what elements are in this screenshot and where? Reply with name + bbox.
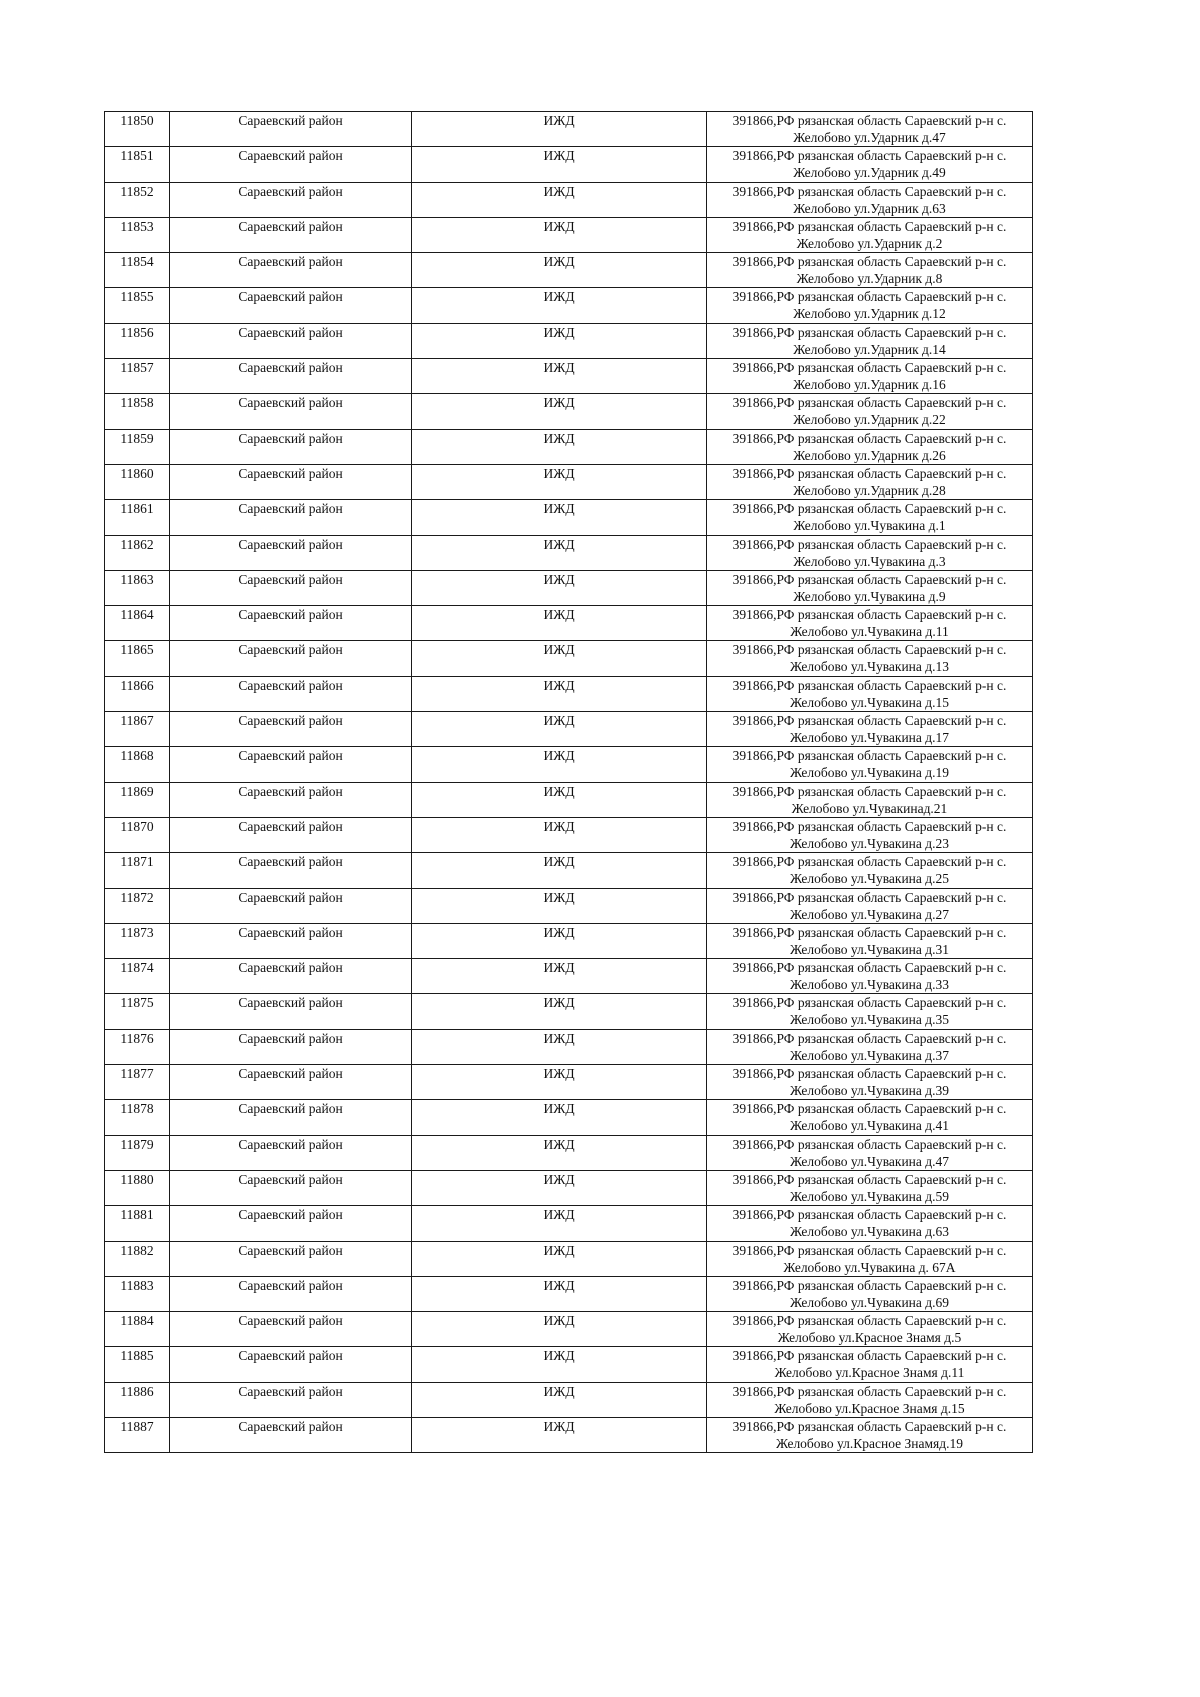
record-number-cell: 11868 bbox=[105, 747, 170, 782]
address-line-1: 391866,РФ рязанская область Сараевский р-н с. bbox=[732, 713, 1007, 729]
address-cell bbox=[707, 1241, 1033, 1276]
address-line-2: Желобово ул.Чувакина д.27 bbox=[789, 906, 949, 922]
record-number-cell: 11862 bbox=[105, 535, 170, 570]
address-line-1: 391866,РФ рязанская область Сараевский р-н с. bbox=[732, 430, 1007, 446]
object-type-cell: ИЖД bbox=[412, 464, 707, 499]
table-row bbox=[105, 217, 1033, 252]
address-line-1: 391866,РФ рязанская область Сараевский р-н с. bbox=[732, 995, 1007, 1011]
address-line-1: 391866,РФ рязанская область Сараевский р-н с. bbox=[732, 960, 1007, 976]
table-row bbox=[105, 782, 1033, 817]
record-number-cell: 11860 bbox=[105, 464, 170, 499]
table-row bbox=[105, 923, 1033, 958]
address-line-2: Желобово ул.Чувакина д.11 bbox=[790, 624, 949, 640]
record-number-cell: 11856 bbox=[105, 323, 170, 358]
district-cell: Сараевский район bbox=[170, 147, 412, 182]
district-cell: Сараевский район bbox=[170, 888, 412, 923]
object-type-cell: ИЖД bbox=[412, 394, 707, 429]
object-type-cell: ИЖД bbox=[412, 1417, 707, 1452]
district-cell: Сараевский район bbox=[170, 288, 412, 323]
address-line-2: Желобово ул.Ударник д.14 bbox=[793, 341, 946, 357]
record-number-cell: 11870 bbox=[105, 817, 170, 852]
address-line-1: 391866,РФ рязанская область Сараевский р-н с. bbox=[732, 924, 1007, 940]
district-cell: Сараевский район bbox=[170, 570, 412, 605]
object-type-cell: ИЖД bbox=[412, 359, 707, 394]
record-number-cell: 11861 bbox=[105, 500, 170, 535]
address-cell bbox=[707, 1417, 1033, 1452]
table-row bbox=[105, 817, 1033, 852]
table-row bbox=[105, 1312, 1033, 1347]
table-row bbox=[105, 606, 1033, 641]
object-type-cell: ИЖД bbox=[412, 1276, 707, 1311]
table-row bbox=[105, 323, 1033, 358]
table-row bbox=[105, 182, 1033, 217]
object-type-cell: ИЖД bbox=[412, 853, 707, 888]
address-line-1: 391866,РФ рязанская область Сараевский р-н с. bbox=[732, 818, 1007, 834]
object-type-cell: ИЖД bbox=[412, 288, 707, 323]
address-line-2: Желобово ул.Красное Знамя д.11 bbox=[774, 1365, 965, 1381]
district-cell: Сараевский район bbox=[170, 394, 412, 429]
object-type-cell: ИЖД bbox=[412, 606, 707, 641]
object-type-cell: ИЖД bbox=[412, 1347, 707, 1382]
address-line-1: 391866,РФ рязанская область Сараевский р-н с. bbox=[732, 324, 1007, 340]
record-number-cell: 11853 bbox=[105, 217, 170, 252]
address-cell bbox=[707, 1312, 1033, 1347]
address-cell bbox=[707, 712, 1033, 747]
object-type-cell: ИЖД bbox=[412, 323, 707, 358]
address-line-2: Желобово ул.Чувакина д.9 bbox=[793, 588, 946, 604]
address-line-1: 391866,РФ рязанская область Сараевский р-н с. bbox=[732, 1242, 1007, 1258]
table-row bbox=[105, 1206, 1033, 1241]
table-row bbox=[105, 500, 1033, 535]
district-cell: Сараевский район bbox=[170, 817, 412, 852]
table-row bbox=[105, 112, 1033, 147]
district-cell: Сараевский район bbox=[170, 1241, 412, 1276]
address-line-2: Желобово ул.Чувакина д.3 bbox=[793, 553, 946, 569]
address-cell bbox=[707, 923, 1033, 958]
object-type-cell: ИЖД bbox=[412, 500, 707, 535]
address-line-1: 391866,РФ рязанская область Сараевский р-н с. bbox=[732, 1101, 1007, 1117]
address-line-1: 391866,РФ рязанская область Сараевский р-н с. bbox=[732, 148, 1007, 164]
record-number-cell: 11851 bbox=[105, 147, 170, 182]
district-cell: Сараевский район bbox=[170, 500, 412, 535]
district-cell: Сараевский район bbox=[170, 923, 412, 958]
table-row bbox=[105, 1135, 1033, 1170]
table-body bbox=[105, 112, 1033, 1453]
table-row bbox=[105, 712, 1033, 747]
address-line-2: Желобово ул.Чувакина д. 67А bbox=[783, 1259, 956, 1275]
address-line-1: 391866,РФ рязанская область Сараевский р-н с. bbox=[732, 642, 1007, 658]
table-row bbox=[105, 359, 1033, 394]
address-line-2: Желобово ул.Чувакина д.39 bbox=[789, 1083, 949, 1099]
address-line-1: 391866,РФ рязанская область Сараевский р-н с. bbox=[732, 1136, 1007, 1152]
district-cell: Сараевский район bbox=[170, 959, 412, 994]
table-row bbox=[105, 747, 1033, 782]
address-line-1: 391866,РФ рязанская область Сараевский р-н с. bbox=[732, 1383, 1007, 1399]
address-cell bbox=[707, 323, 1033, 358]
table-row bbox=[105, 1170, 1033, 1205]
address-cell bbox=[707, 147, 1033, 182]
address-cell bbox=[707, 535, 1033, 570]
address-line-2: Желобово ул.Чувакина д.15 bbox=[789, 694, 949, 710]
address-cell bbox=[707, 464, 1033, 499]
district-cell: Сараевский район bbox=[170, 1065, 412, 1100]
object-type-cell: ИЖД bbox=[412, 182, 707, 217]
address-line-2: Желобово ул.Ударник д.12 bbox=[793, 306, 946, 322]
table-row bbox=[105, 570, 1033, 605]
address-line-1: 391866,РФ рязанская область Сараевский р-н с. bbox=[732, 1030, 1007, 1046]
object-type-cell: ИЖД bbox=[412, 676, 707, 711]
address-cell bbox=[707, 1276, 1033, 1311]
district-cell: Сараевский район bbox=[170, 1206, 412, 1241]
district-cell: Сараевский район bbox=[170, 217, 412, 252]
district-cell: Сараевский район bbox=[170, 359, 412, 394]
table-row bbox=[105, 1029, 1033, 1064]
object-type-cell: ИЖД bbox=[412, 570, 707, 605]
address-line-2: Желобово ул.Чувакина д.41 bbox=[789, 1118, 949, 1134]
address-line-1: 391866,РФ рязанская область Сараевский р-н с. bbox=[732, 395, 1007, 411]
address-line-2: Желобово ул.Ударник д.28 bbox=[793, 482, 946, 498]
address-line-2: Желобово ул.Чувакина д.47 bbox=[789, 1153, 949, 1169]
address-line-1: 391866,РФ рязанская область Сараевский р-н с. bbox=[732, 1277, 1007, 1293]
address-line-2: Желобово ул.Чувакина д.33 bbox=[789, 977, 949, 993]
object-type-cell: ИЖД bbox=[412, 1135, 707, 1170]
table-row bbox=[105, 641, 1033, 676]
address-cell bbox=[707, 606, 1033, 641]
address-cell bbox=[707, 853, 1033, 888]
table-row bbox=[105, 1417, 1033, 1452]
table-row bbox=[105, 853, 1033, 888]
address-cell bbox=[707, 500, 1033, 535]
address-line-1: 391866,РФ рязанская область Сараевский р-н с. bbox=[732, 854, 1007, 870]
record-number-cell: 11884 bbox=[105, 1312, 170, 1347]
object-type-cell: ИЖД bbox=[412, 1206, 707, 1241]
table-row bbox=[105, 535, 1033, 570]
record-number-cell: 11857 bbox=[105, 359, 170, 394]
record-number-cell: 11872 bbox=[105, 888, 170, 923]
district-cell: Сараевский район bbox=[170, 464, 412, 499]
address-cell bbox=[707, 1206, 1033, 1241]
object-type-cell: ИЖД bbox=[412, 1065, 707, 1100]
object-type-cell: ИЖД bbox=[412, 429, 707, 464]
table-row bbox=[105, 1276, 1033, 1311]
address-cell bbox=[707, 959, 1033, 994]
record-number-cell: 11874 bbox=[105, 959, 170, 994]
table-row bbox=[105, 394, 1033, 429]
address-line-2: Желобово ул.Ударник д.22 bbox=[793, 412, 946, 428]
object-type-cell: ИЖД bbox=[412, 1241, 707, 1276]
address-cell bbox=[707, 1347, 1033, 1382]
district-cell: Сараевский район bbox=[170, 429, 412, 464]
object-type-cell: ИЖД bbox=[412, 1100, 707, 1135]
address-line-2: Желобово ул.Ударник д.26 bbox=[793, 447, 946, 463]
district-cell: Сараевский район bbox=[170, 1100, 412, 1135]
address-line-2: Желобово ул.Чувакина д.63 bbox=[789, 1224, 949, 1240]
address-line-2: Желобово ул.Ударник д.49 bbox=[793, 165, 946, 181]
table-row bbox=[105, 1065, 1033, 1100]
record-number-cell: 11859 bbox=[105, 429, 170, 464]
address-line-2: Желобово ул.Ударник д.63 bbox=[793, 200, 946, 216]
record-number-cell: 11886 bbox=[105, 1382, 170, 1417]
record-number-cell: 11882 bbox=[105, 1241, 170, 1276]
table-row bbox=[105, 1382, 1033, 1417]
address-line-1: 391866,РФ рязанская область Сараевский р-н с. bbox=[732, 289, 1007, 305]
table-row bbox=[105, 676, 1033, 711]
record-number-cell: 11863 bbox=[105, 570, 170, 605]
record-number-cell: 11883 bbox=[105, 1276, 170, 1311]
table-row bbox=[105, 147, 1033, 182]
address-line-1: 391866,РФ рязанская область Сараевский р-н с. bbox=[732, 1207, 1007, 1223]
record-number-cell: 11876 bbox=[105, 1029, 170, 1064]
object-type-cell: ИЖД bbox=[412, 253, 707, 288]
address-line-1: 391866,РФ рязанская область Сараевский р-н с. bbox=[732, 571, 1007, 587]
address-line-2: Желобово ул.Чувакина д.17 bbox=[789, 730, 949, 746]
address-line-2: Желобово ул.Ударник д.2 bbox=[796, 235, 943, 251]
record-number-cell: 11873 bbox=[105, 923, 170, 958]
address-line-1: 391866,РФ рязанская область Сараевский р-н с. bbox=[732, 607, 1007, 623]
record-number-cell: 11867 bbox=[105, 712, 170, 747]
district-cell: Сараевский район bbox=[170, 112, 412, 147]
address-cell bbox=[707, 641, 1033, 676]
object-type-cell: ИЖД bbox=[412, 641, 707, 676]
district-cell: Сараевский район bbox=[170, 1417, 412, 1452]
table-row bbox=[105, 464, 1033, 499]
address-line-2: Желобово ул.Красное Знамя д.15 bbox=[774, 1400, 965, 1416]
address-cell bbox=[707, 394, 1033, 429]
address-line-1: 391866,РФ рязанская область Сараевский р-н с. bbox=[732, 501, 1007, 517]
object-type-cell: ИЖД bbox=[412, 1029, 707, 1064]
district-cell: Сараевский район bbox=[170, 994, 412, 1029]
address-cell bbox=[707, 817, 1033, 852]
district-cell: Сараевский район bbox=[170, 1029, 412, 1064]
address-cell bbox=[707, 1065, 1033, 1100]
address-cell bbox=[707, 1382, 1033, 1417]
record-number-cell: 11858 bbox=[105, 394, 170, 429]
address-line-1: 391866,РФ рязанская область Сараевский р-н с. bbox=[732, 1066, 1007, 1082]
record-number-cell: 11875 bbox=[105, 994, 170, 1029]
record-number-cell: 11887 bbox=[105, 1417, 170, 1452]
district-cell: Сараевский район bbox=[170, 712, 412, 747]
district-cell: Сараевский район bbox=[170, 606, 412, 641]
record-number-cell: 11852 bbox=[105, 182, 170, 217]
district-cell: Сараевский район bbox=[170, 182, 412, 217]
address-line-2: Желобово ул.Чувакина д.35 bbox=[789, 1012, 949, 1028]
table-row bbox=[105, 253, 1033, 288]
district-cell: Сараевский район bbox=[170, 641, 412, 676]
record-number-cell: 11854 bbox=[105, 253, 170, 288]
object-type-cell: ИЖД bbox=[412, 888, 707, 923]
address-cell bbox=[707, 1029, 1033, 1064]
address-line-1: 391866,РФ рязанская область Сараевский р-н с. bbox=[732, 218, 1007, 234]
address-cell bbox=[707, 359, 1033, 394]
district-cell: Сараевский район bbox=[170, 1382, 412, 1417]
address-cell bbox=[707, 112, 1033, 147]
address-cell bbox=[707, 429, 1033, 464]
address-line-2: Желобово ул.Чувакина д.59 bbox=[789, 1188, 949, 1204]
record-number-cell: 11850 bbox=[105, 112, 170, 147]
district-cell: Сараевский район bbox=[170, 782, 412, 817]
address-cell bbox=[707, 182, 1033, 217]
district-cell: Сараевский район bbox=[170, 1276, 412, 1311]
address-line-1: 391866,РФ рязанская область Сараевский р-н с. bbox=[732, 783, 1007, 799]
object-type-cell: ИЖД bbox=[412, 817, 707, 852]
object-type-cell: ИЖД bbox=[412, 1312, 707, 1347]
address-line-2: Желобово ул.Чувакина д.23 bbox=[789, 835, 949, 851]
address-line-1: 391866,РФ рязанская область Сараевский р-н с. bbox=[732, 748, 1007, 764]
address-line-2: Желобово ул.Чувакина д.37 bbox=[789, 1047, 949, 1063]
address-line-2: Желобово ул.Ударник д.16 bbox=[793, 377, 946, 393]
address-line-1: 391866,РФ рязанская область Сараевский р-н с. bbox=[732, 1313, 1007, 1329]
address-line-2: Желобово ул.Чувакина д.1 bbox=[793, 518, 946, 534]
record-number-cell: 11855 bbox=[105, 288, 170, 323]
object-type-cell: ИЖД bbox=[412, 535, 707, 570]
district-cell: Сараевский район bbox=[170, 1347, 412, 1382]
table-row bbox=[105, 288, 1033, 323]
address-cell bbox=[707, 253, 1033, 288]
address-cell bbox=[707, 676, 1033, 711]
district-cell: Сараевский район bbox=[170, 535, 412, 570]
address-line-2: Желобово ул.Чувакина д.13 bbox=[789, 659, 949, 675]
object-type-cell: ИЖД bbox=[412, 782, 707, 817]
address-line-1: 391866,РФ рязанская область Сараевский р-н с. bbox=[732, 536, 1007, 552]
record-number-cell: 11879 bbox=[105, 1135, 170, 1170]
address-line-1: 391866,РФ рязанская область Сараевский р-н с. bbox=[732, 889, 1007, 905]
record-number-cell: 11878 bbox=[105, 1100, 170, 1135]
object-type-cell: ИЖД bbox=[412, 712, 707, 747]
record-number-cell: 11881 bbox=[105, 1206, 170, 1241]
object-type-cell: ИЖД bbox=[412, 147, 707, 182]
address-cell bbox=[707, 570, 1033, 605]
district-cell: Сараевский район bbox=[170, 253, 412, 288]
address-line-2: Желобово ул.Красное Знамя д.5 bbox=[777, 1330, 962, 1346]
object-type-cell: ИЖД bbox=[412, 1382, 707, 1417]
address-line-2: Желобово ул.Чувакинад.21 bbox=[791, 800, 948, 816]
object-type-cell: ИЖД bbox=[412, 1170, 707, 1205]
address-line-1: 391866,РФ рязанская область Сараевский р-н с. bbox=[732, 254, 1007, 270]
address-line-2: Желобово ул.Чувакина д.31 bbox=[789, 941, 949, 957]
district-cell: Сараевский район bbox=[170, 1135, 412, 1170]
address-line-2: Желобово ул.Чувакина д.69 bbox=[789, 1294, 949, 1310]
district-cell: Сараевский район bbox=[170, 676, 412, 711]
table-row bbox=[105, 429, 1033, 464]
address-cell bbox=[707, 1135, 1033, 1170]
record-number-cell: 11877 bbox=[105, 1065, 170, 1100]
district-cell: Сараевский район bbox=[170, 1170, 412, 1205]
address-cell bbox=[707, 1170, 1033, 1205]
address-table bbox=[104, 111, 1033, 1453]
object-type-cell: ИЖД bbox=[412, 923, 707, 958]
address-line-1: 391866,РФ рязанская область Сараевский р-н с. bbox=[732, 113, 1007, 128]
address-cell bbox=[707, 288, 1033, 323]
address-line-2: Желобово ул.Ударник д.47 bbox=[793, 130, 946, 145]
record-number-cell: 11864 bbox=[105, 606, 170, 641]
address-line-1: 391866,РФ рязанская область Сараевский р-н с. bbox=[732, 1418, 1007, 1434]
table-row bbox=[105, 1100, 1033, 1135]
address-line-1: 391866,РФ рязанская область Сараевский р-н с. bbox=[732, 465, 1007, 481]
address-cell bbox=[707, 1100, 1033, 1135]
address-line-2: Желобово ул.Чувакина д.19 bbox=[789, 765, 949, 781]
table-row bbox=[105, 1347, 1033, 1382]
table-row bbox=[105, 888, 1033, 923]
address-line-1: 391866,РФ рязанская область Сараевский р-н с. bbox=[732, 1348, 1007, 1364]
object-type-cell: ИЖД bbox=[412, 217, 707, 252]
table-row bbox=[105, 1241, 1033, 1276]
address-line-2: Желобово ул.Чувакина д.25 bbox=[789, 871, 949, 887]
district-cell: Сараевский район bbox=[170, 323, 412, 358]
object-type-cell: ИЖД bbox=[412, 112, 707, 147]
record-number-cell: 11869 bbox=[105, 782, 170, 817]
district-cell: Сараевский район bbox=[170, 1312, 412, 1347]
address-line-1: 391866,РФ рязанская область Сараевский р-н с. bbox=[732, 677, 1007, 693]
address-line-2: Желобово ул.Красное Знамяд.19 bbox=[776, 1435, 963, 1451]
address-line-1: 391866,РФ рязанская область Сараевский р-н с. bbox=[732, 360, 1007, 376]
district-cell: Сараевский район bbox=[170, 747, 412, 782]
record-number-cell: 11865 bbox=[105, 641, 170, 676]
record-number-cell: 11866 bbox=[105, 676, 170, 711]
table-row bbox=[105, 959, 1033, 994]
address-line-2: Желобово ул.Ударник д.8 bbox=[796, 271, 943, 287]
address-line-1: 391866,РФ рязанская область Сараевский р-н с. bbox=[732, 183, 1007, 199]
table-row bbox=[105, 994, 1033, 1029]
object-type-cell: ИЖД bbox=[412, 994, 707, 1029]
address-cell bbox=[707, 782, 1033, 817]
district-cell: Сараевский район bbox=[170, 853, 412, 888]
address-cell bbox=[707, 747, 1033, 782]
object-type-cell: ИЖД bbox=[412, 959, 707, 994]
address-cell bbox=[707, 217, 1033, 252]
address-line-1: 391866,РФ рязанская область Сараевский р-н с. bbox=[732, 1171, 1007, 1187]
record-number-cell: 11885 bbox=[105, 1347, 170, 1382]
record-number-cell: 11871 bbox=[105, 853, 170, 888]
record-number-cell: 11880 bbox=[105, 1170, 170, 1205]
address-cell bbox=[707, 994, 1033, 1029]
object-type-cell: ИЖД bbox=[412, 747, 707, 782]
address-cell bbox=[707, 888, 1033, 923]
